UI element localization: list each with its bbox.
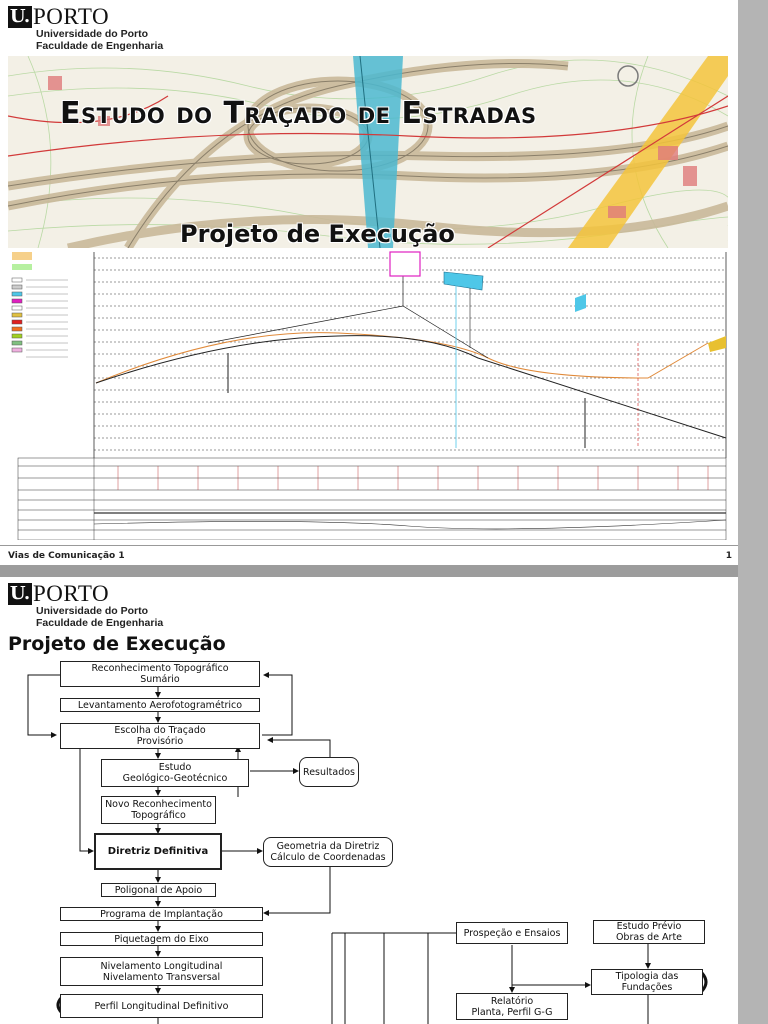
box-levantamento [60,698,260,712]
box-text: Estudo [158,762,192,773]
university-logo [8,6,163,52]
box-estudo-geologico [101,759,249,787]
box-text: Prospeção e Ensaios [463,927,561,939]
box-text: Relatório [490,995,534,1007]
course-name: Vias de Comunicação 1 [8,551,125,561]
box-text: Topográfico [131,810,186,821]
viewer-scrollbar[interactable] [738,0,768,1024]
box-text: Obras de Arte [615,932,683,943]
box-perfil-longitudinal [60,994,263,1018]
slide-heading: Projeto de Execução [8,633,226,655]
box-text: Geológico-Geotécnico [122,773,228,784]
box-text: Resultados [303,766,355,778]
logo-faculty: Faculdade de Engenharia [36,617,164,629]
box-text: Diretriz Definitiva [107,846,209,857]
box-text: Geometria da Diretriz [276,841,380,852]
box-text: Provisório [136,736,184,747]
box-text: Poligonal de Apoio [114,884,203,896]
box-text: Fundações [621,982,673,993]
box-text: Escolha do Traçado [114,725,206,736]
box-resultados [299,757,359,787]
box-programa-implantacao [60,907,263,921]
box-tipologia-fundacoes [591,969,703,995]
box-estudo-previo [593,920,705,944]
box-text: Planta, Perfil G-G [471,1006,553,1018]
box-novo-reconhecimento [101,796,216,824]
slide-subtitle: Projeto de Execução [180,220,455,248]
box-text: Nivelamento Longitudinal [100,960,223,972]
slide-footer [0,545,738,565]
box-text: Tipologia das [615,971,679,982]
box-text: Perfil Longitudinal Definitivo [94,1000,229,1012]
slide-2 [0,577,738,1024]
box-text: Estudo Prévio [616,921,682,932]
logo-faculty: Faculdade de Engenharia [36,40,164,52]
logo-name: PORTO [33,581,110,606]
logo-name: PORTO [33,4,110,29]
logo-mark: U. [9,6,31,27]
slide-separator [0,565,738,577]
box-text: Levantamento Aerofotogramétrico [77,699,243,711]
box-prospecao-ensaios [456,922,568,944]
box-reconhecimento-topografico [60,661,260,687]
box-text: Piquetagem do Eixo [114,933,209,945]
logo-university: Universidade do Porto [36,28,149,40]
page-number: 1 [725,551,732,561]
logo-mark: U. [9,583,31,604]
longitudinal-profile-drawing [8,248,728,540]
box-nivelamento [60,957,263,986]
logo-university: Universidade do Porto [36,605,149,617]
box-escolha-tracado [60,723,260,749]
slide-title: Estudo do Traçado de Estradas [60,96,537,131]
box-poligonal [101,883,216,897]
box-diretriz-definitiva [94,833,222,870]
box-geometria-diretriz [263,837,393,867]
box-piquetagem [60,932,263,946]
box-text: Novo Reconhecimento [105,799,212,810]
box-text: Nivelamento Transversal [102,971,221,983]
box-text: Reconhecimento Topográfico [91,663,229,674]
box-relatorio [456,993,568,1020]
box-text: Programa de Implantação [100,908,223,920]
box-text: Sumário [140,674,180,685]
box-text: Cálculo de Coordenadas [270,852,386,863]
